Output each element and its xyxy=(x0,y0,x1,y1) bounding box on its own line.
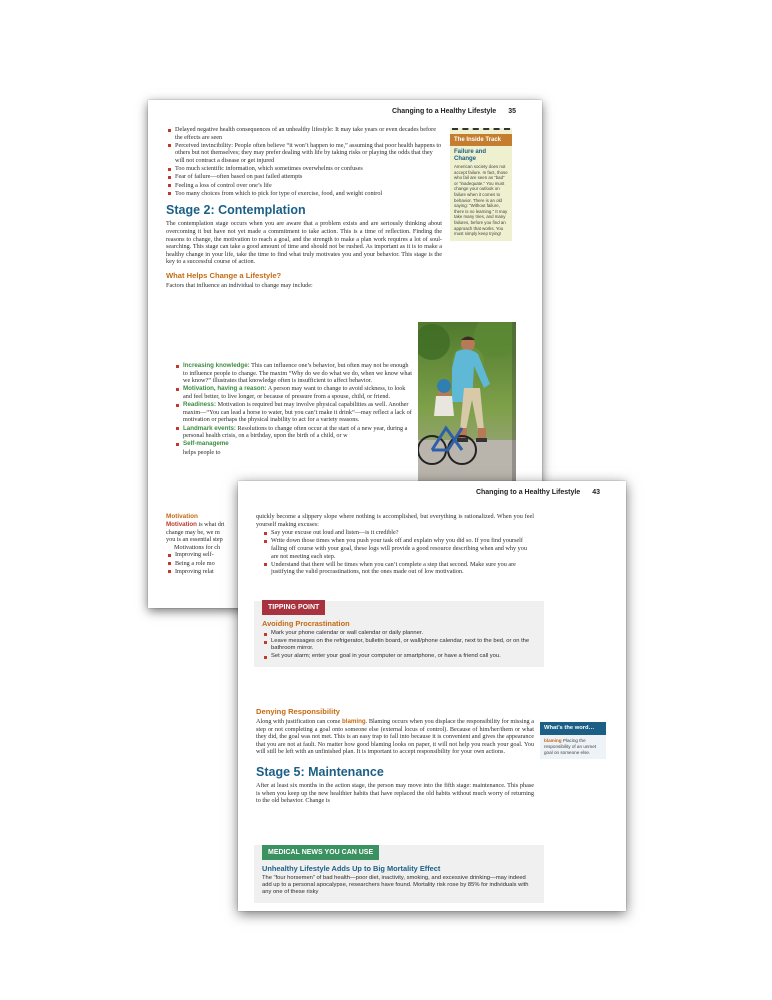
list-item-text: A person may want to change to avoid sickness, to look and feel better, to live longer, or because of pressure from a spouse, child, or friend. xyxy=(183,385,406,400)
term: Readiness: xyxy=(183,401,217,409)
list-item xyxy=(174,440,414,448)
list-item xyxy=(174,362,414,385)
page-number: 43 xyxy=(592,489,600,496)
denying-heading: Denying Responsibility xyxy=(256,707,340,716)
motivation-heading: Motivation xyxy=(166,513,198,520)
intro-paragraph: quickly become a slippery slope where nothing is accomplished, but everything is rationalized. When you feel yourself making excuses: xyxy=(256,513,534,528)
term: Self-manageme xyxy=(183,440,229,448)
denying-paragraph xyxy=(256,718,534,756)
running-head xyxy=(476,489,600,496)
list-item-text: Motivation is required but may involve physical capabilities as well. Another maxim—“You can lead a horse to water, but you can’t make it drink”—may reflect a lack of motivation or perhaps the physical inability to act for a variety reasons. xyxy=(183,401,412,424)
helps-list xyxy=(174,362,414,448)
motivation-list xyxy=(166,551,242,575)
medical-news-text: The “four horsemen” of bad health—poor diet, inactivity, smoking, and excessive drinking—may indeed add up to a personal apocalypse, researchers have found. Mortality risk rose by 85% for individuals with any one of these risky xyxy=(262,875,529,896)
helps-column xyxy=(174,362,414,456)
helps-last-line: helps people to xyxy=(183,448,221,456)
front-top-column xyxy=(256,513,534,577)
list-item: Write down those times when you push your task off and explain why you did so. If you find yourself falling off course with your goal, these logs will provide a good resource describing when and why you are not meeting each step. xyxy=(262,537,534,560)
word-box-title: What’s the word… xyxy=(540,722,606,735)
sidebar-text: American society does not accept failure. In fact, those who fail are seen as “bad” or “inadequate.” You must change your outlook on failure when it comes to behavior. There is an old saying: “Without failure, there is no learning.” It may take many tries, and many failures, before you find an approach that works. You must simply keep trying! xyxy=(454,164,508,237)
term: Increasing knowledge: xyxy=(183,362,250,369)
motivation-line-text: is what dri xyxy=(198,521,225,528)
list-item: Being a role mo xyxy=(166,560,242,568)
medical-news-panel xyxy=(254,845,544,903)
blaming-term: blaming xyxy=(341,718,366,725)
motivation-line: you is an essential step xyxy=(166,536,223,544)
motivation-line: change may be, we m xyxy=(166,528,220,536)
list-item: Feeling a loss of control over one’s life xyxy=(166,182,442,190)
front-body-column xyxy=(256,707,534,805)
list-item-text: Resolutions to change often occur at the start of a new year, during a personal health crisis, on a birthday, upon the birth of a child, or w xyxy=(183,424,408,440)
whats-the-word-sidebar xyxy=(540,722,606,759)
stage-5-paragraph: After at least six months in the action stage, the person may move into the fifth stage: maintenance. This phase is when you keep up the new healthier habits that have replaced the old habits without much worry of returning to the old behavior. Change is xyxy=(256,781,534,805)
running-head xyxy=(392,108,516,115)
list-item: Leave messages on the refrigerator, bulletin board, or wall/phone calendar, next to the bed, or on the bathroom mirror. xyxy=(262,638,536,653)
term: Motivation, having a reason: xyxy=(183,385,267,393)
tipping-point-heading: Avoiding Procrastination xyxy=(262,619,350,628)
denying-text: Along with justification can come xyxy=(256,718,342,725)
list-item: Delayed negative health consequences of an unhealthy lifestyle: It may take years or even decades before the effects are seen xyxy=(166,126,442,141)
bicycle-lesson-photo xyxy=(418,322,516,482)
list-item: Too much scientific information, which sometimes overwhelms or confuses xyxy=(166,165,442,173)
list-item: Too many choices from which to pick for type of exercise, food, and weight control xyxy=(166,190,442,198)
word-definition: Placing the responsibility of an unmet goal on someone else. xyxy=(544,738,597,755)
page-number: 35 xyxy=(508,108,516,115)
tipping-point-box xyxy=(254,601,544,667)
list-item xyxy=(174,425,414,440)
list-item xyxy=(174,385,414,400)
photo-illustration xyxy=(418,322,516,482)
inside-track-sidebar xyxy=(450,128,512,241)
denying-text: . Blaming occurs when you displace the responsibility for missing a step or not completing a goal onto someone else (external locus of control). Because of him/her/them or what they did, the goal was not met. This is an easy trap to fall into because it is convenient and gives the appearance that you are not at fault. No matter how good blaming looks on paper, it will not help you reach your goal. You will still be left with an unfinished plan. It is important to accept responsibility for your own actions. xyxy=(256,718,534,756)
tipping-point-list xyxy=(262,630,536,661)
list-item: Fear of failure—often based on past failed attempts xyxy=(166,173,442,181)
word-term: blaming xyxy=(544,738,562,743)
list-item: Perceived invincibility: People often believe “it won’t happen to me,” assuming that poor health happens to others but not themselves; they may prefer dealing with life by taking risks or playing the odds that they will not contract a disease or get injured xyxy=(166,142,442,165)
medical-news-heading: Unhealthy Lifestyle Adds Up to Big Mortality Effect xyxy=(262,864,441,873)
helps-intro: Factors that influence an individual to change may include: xyxy=(166,281,313,289)
sidebar-heading: Failure and Change xyxy=(454,149,487,162)
sidebar-title: The Inside Track xyxy=(450,134,512,146)
running-head-title: Changing to a Healthy Lifestyle xyxy=(475,489,581,496)
list-item: Mark your phone calendar or wall calendar or daily planner. xyxy=(262,630,536,637)
motivation-section xyxy=(166,510,242,576)
list-item: Improving self- xyxy=(166,551,242,559)
helps-heading: What Helps Change a Lifestyle? xyxy=(166,270,282,280)
tipping-point-label: TIPPING POINT xyxy=(262,600,325,615)
list-item-text: This can influence one’s behavior, but often may not be enough to influence people to change. The maxim “Why do we do what we do, when we know what we know?” illustrates that knowledge often is insufficient to affect behavior. xyxy=(183,362,412,385)
barrier-list xyxy=(166,126,442,197)
main-column xyxy=(166,126,442,289)
excuse-list xyxy=(256,529,534,576)
medical-news-label: MEDICAL NEWS YOU CAN USE xyxy=(262,845,379,860)
list-item xyxy=(174,401,414,424)
list-item: Set your alarm; enter your goal in your computer or smartphone, or have a friend call you. xyxy=(262,653,536,660)
medical-news-box xyxy=(254,845,544,903)
running-head-title: Changing to a Healthy Lifestyle xyxy=(391,108,497,115)
motivation-line xyxy=(166,521,242,529)
term: Landmark events: xyxy=(183,424,236,432)
list-item: Say your excuse out loud and listen—is it credible? xyxy=(262,529,534,537)
list-item: Improving relat xyxy=(166,568,242,576)
word-box-text xyxy=(540,735,606,759)
stage-2-heading: Stage 2: Contemplation xyxy=(166,203,306,218)
tipping-point-panel xyxy=(254,601,544,667)
stage-5-heading: Stage 5: Maintenance xyxy=(256,764,384,779)
stage-2-paragraph: The contemplation stage occurs when you are aware that a problem exists and are seriously thinking about overcoming it but have not yet made a commitment to take action. This is a time of reflection. Finding the reasons to change, the motivation to reach a goal, and the strength to make a plan work requires a lot of soul-searching. This stage can take a good amount of time and should not be rushed. As important as it is to make a healthy change in your life, take the time to find what truly motivates you and your behavior. This stage is the key to a successful course of action. xyxy=(166,220,442,266)
list-item: Understand that there will be times when you can’t complete a step that second. Make sure you are justifying the valid procrastinations, not the ones made out of low motivation. xyxy=(262,561,534,576)
term: Motivation xyxy=(166,521,197,528)
textbook-page-43 xyxy=(238,481,626,911)
sidebar-divider xyxy=(452,128,510,132)
motivation-line: Motivations for ch xyxy=(174,543,221,551)
